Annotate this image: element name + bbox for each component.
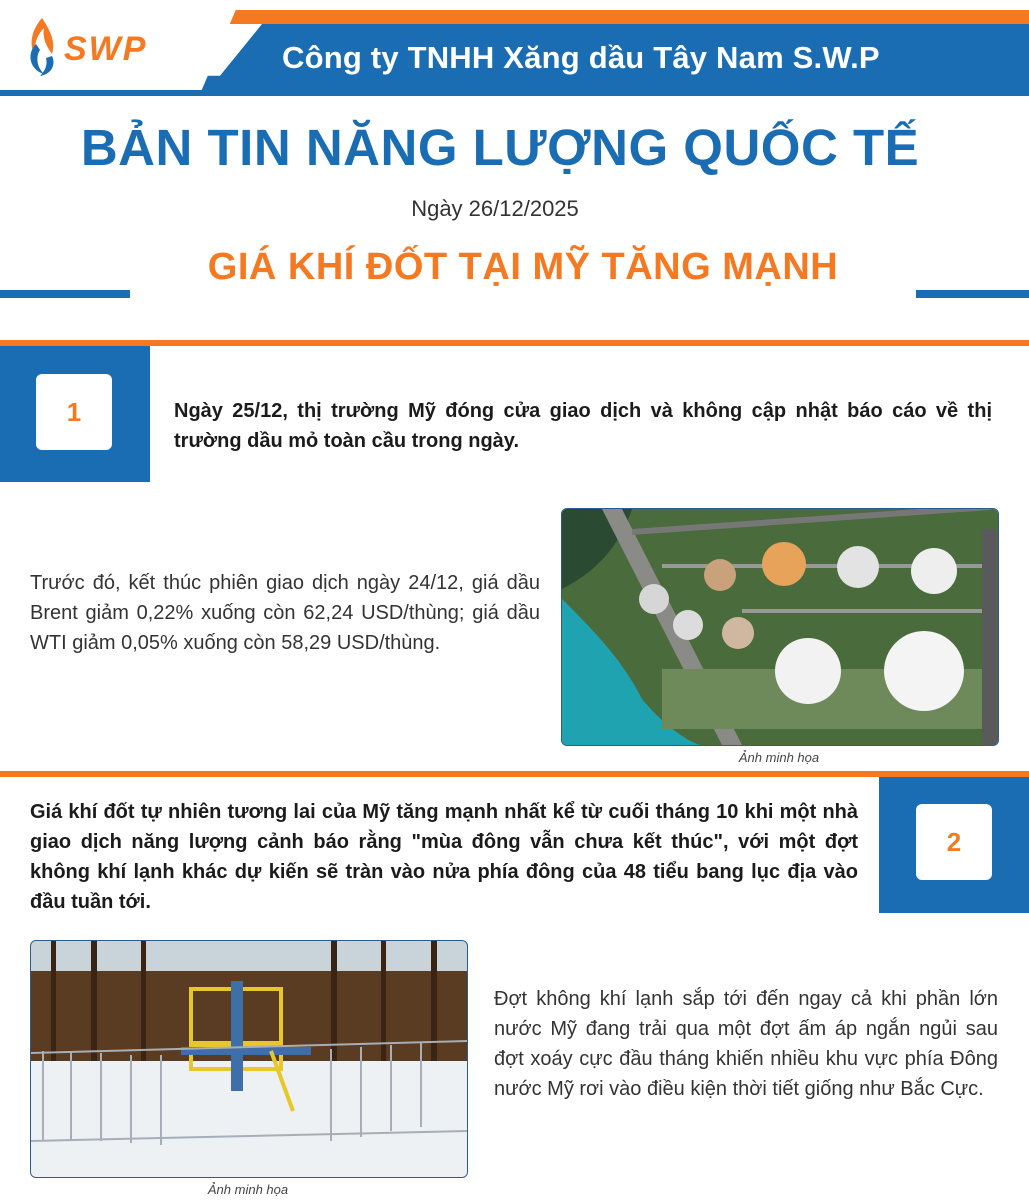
headline-subtitle: GIÁ KHÍ ĐỐT TẠI MỸ TĂNG MẠNH [207, 246, 839, 288]
section2-rule [0, 771, 1029, 777]
subtitle-left-bar [0, 290, 130, 298]
logo-text: SWP [64, 30, 148, 68]
section2-number: 2 [916, 804, 992, 880]
section1-body: Trước đó, kết thúc phiên giao dịch ngày 24/12, giá dầu Brent giảm 0,22% xuống còn 62,24 USD/thùng; giá dầu WTI giảm 0,05% xuống còn 58,29 USD/thùng. [30, 572, 540, 654]
oil-tanks-photo [561, 508, 999, 746]
section2-caption: Ảnh minh họa [207, 1182, 289, 1197]
section1-number: 1 [36, 374, 112, 450]
gas-station-photo [30, 940, 468, 1178]
page-title: BẢN TIN NĂNG LƯỢNG QUỐC TẾ [80, 119, 920, 176]
section1-caption: Ảnh minh họa [738, 750, 820, 765]
section1-headline: Ngày 25/12, thị trường Mỹ đóng cửa giao dịch và không cập nhật báo cáo về thị trường dầu mỏ toàn cầu trong ngày. [174, 400, 992, 452]
section2-headline: Giá khí đốt tự nhiên tương lai của Mỹ tăng mạnh nhất kể từ cuối tháng 10 khi một nhà giao dịch năng lượng cảnh báo rằng "mùa đông vẫn chưa kết thúc", với một đợt không khí lạnh khác dự kiến sẽ tràn vào nửa phía đông của 48 tiểu bang lục địa vào đầu tuần tới. [30, 801, 858, 913]
company-name: Công ty TNHH Xăng dầu Tây Nam S.W.P [282, 40, 880, 75]
subtitle-right-bar [916, 290, 1029, 298]
gas-station-image [31, 941, 467, 1177]
header-orange-band [200, 10, 1029, 24]
publish-date: Ngày 26/12/2025 [411, 196, 579, 221]
section1-rule [0, 340, 1029, 346]
section2-body: Đợt không khí lạnh sắp tới đến ngay cả khi phần lớn nước Mỹ đang trải qua một đợt ấm áp ngắn ngủi sau đợt xoáy cực đầu tháng khiến nhiều khu vực phía Đông nước Mỹ rơi vào điều kiện thời tiết giống như Bắc Cực. [494, 988, 998, 1100]
header-bottom-line [0, 90, 1029, 96]
oil-tanks-image [562, 509, 998, 745]
